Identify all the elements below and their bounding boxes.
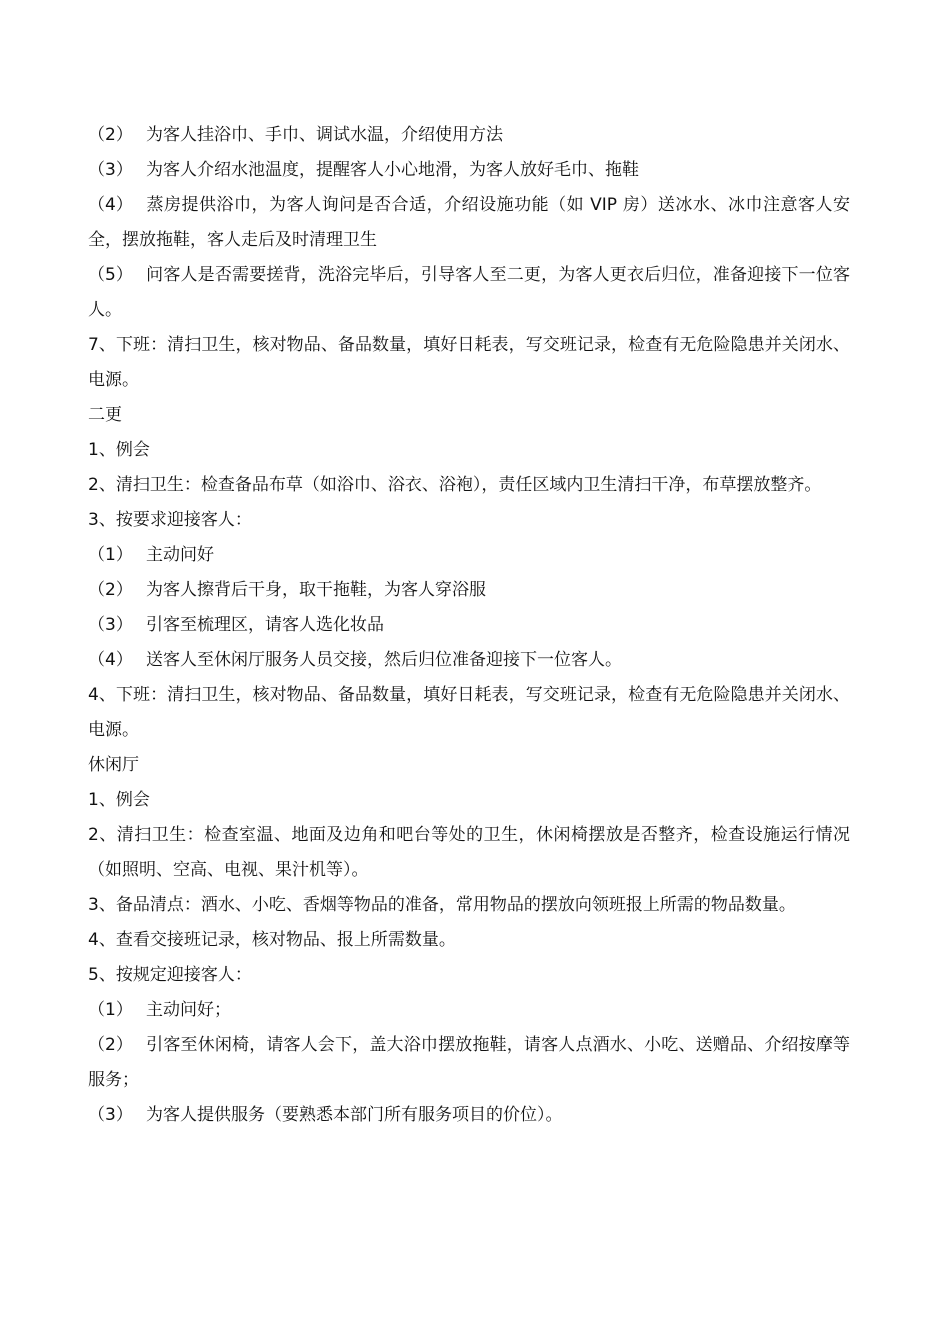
paragraph-text: 二更 [88, 405, 122, 425]
paragraph-text: 引客至梳理区，请客人选化妆品 [146, 615, 384, 635]
item-number: （5） [88, 265, 133, 285]
paragraph [88, 538, 850, 573]
paragraph [88, 958, 850, 993]
item-number: （2） [88, 125, 133, 145]
paragraph-text: 蒸房提供浴巾，为客人询问是否合适，介绍设施功能（如 VIP 房）送冰水、冰巾注意客人安全，摆放拖鞋，客人走后及时清理卫生 [88, 195, 850, 250]
paragraph-text: 4、下班：清扫卫生，核对物品、备品数量，填好日耗表，写交班记录，检查有无危险隐患并关闭水、电源。 [88, 685, 850, 740]
paragraph-text: 引客至休闲椅，请客人会下，盖大浴巾摆放拖鞋，请客人点酒水、小吃、送赠品、介绍按摩等服务； [88, 1035, 850, 1090]
paragraph [88, 923, 850, 958]
paragraph [88, 433, 850, 468]
paragraph [88, 993, 850, 1028]
item-number: （1） [88, 1000, 133, 1020]
paragraph [88, 468, 850, 503]
paragraph-text: 主动问好 [146, 545, 214, 565]
item-number: （4） [88, 650, 133, 670]
paragraph-text: 送客人至休闲厅服务人员交接，然后归位准备迎接下一位客人。 [146, 650, 622, 670]
paragraph-text: 3、备品清点：酒水、小吃、香烟等物品的准备，常用物品的摆放向领班报上所需的物品数量。 [88, 895, 796, 915]
paragraph-text: 5、按规定迎接客人： [88, 965, 252, 985]
paragraph-text: 2、清扫卫生：检查备品布草（如浴巾、浴衣、浴袍），责任区域内卫生清扫干净，布草摆放整齐。 [88, 475, 822, 495]
paragraph [88, 888, 850, 923]
paragraph-text: 3、按要求迎接客人： [88, 510, 252, 530]
paragraph [88, 188, 850, 258]
paragraph-text: 休闲厅 [88, 755, 139, 775]
paragraph [88, 258, 850, 328]
item-number: （2） [88, 580, 133, 600]
paragraph-text: 4、查看交接班记录，核对物品、报上所需数量。 [88, 930, 456, 950]
paragraph-text: 为客人擦背后干身，取干拖鞋，为客人穿浴服 [146, 580, 486, 600]
paragraph [88, 818, 850, 888]
paragraph [88, 643, 850, 678]
paragraph-text: 1、例会 [88, 440, 150, 460]
paragraph-text: 为客人挂浴巾、手巾、调试水温，介绍使用方法 [146, 125, 503, 145]
paragraph-text: 主动问好； [146, 1000, 231, 1020]
paragraph [88, 608, 850, 643]
paragraph-text: 为客人提供服务（要熟悉本部门所有服务项目的价位）。 [146, 1105, 563, 1125]
paragraph [88, 118, 850, 153]
paragraph [88, 573, 850, 608]
paragraph [88, 1028, 850, 1098]
paragraph [88, 398, 850, 433]
item-number: （3） [88, 615, 133, 635]
paragraph [88, 678, 850, 748]
paragraph-text: 问客人是否需要搓背，洗浴完毕后，引导客人至二更，为客人更衣后归位，准备迎接下一位客人。 [88, 265, 850, 320]
paragraph [88, 1098, 850, 1133]
item-number: （1） [88, 545, 133, 565]
paragraph [88, 503, 850, 538]
paragraph [88, 328, 850, 398]
item-number: （2） [88, 1035, 133, 1055]
item-number: （4） [88, 195, 133, 215]
paragraph [88, 748, 850, 783]
item-number: （3） [88, 160, 133, 180]
item-number: （3） [88, 1105, 133, 1125]
paragraph [88, 153, 850, 188]
paragraph-text: 1、例会 [88, 790, 150, 810]
document-body [88, 118, 850, 1133]
paragraph [88, 783, 850, 818]
paragraph-text: 2、清扫卫生：检查室温、地面及边角和吧台等处的卫生，休闲椅摆放是否整齐，检查设施运行情况（如照明、空高、电视、果汁机等）。 [88, 825, 850, 880]
paragraph-text: 为客人介绍水池温度，提醒客人小心地滑，为客人放好毛巾、拖鞋 [146, 160, 639, 180]
paragraph-text: 7、下班：清扫卫生，核对物品、备品数量，填好日耗表，写交班记录，检查有无危险隐患并关闭水、电源。 [88, 335, 850, 390]
